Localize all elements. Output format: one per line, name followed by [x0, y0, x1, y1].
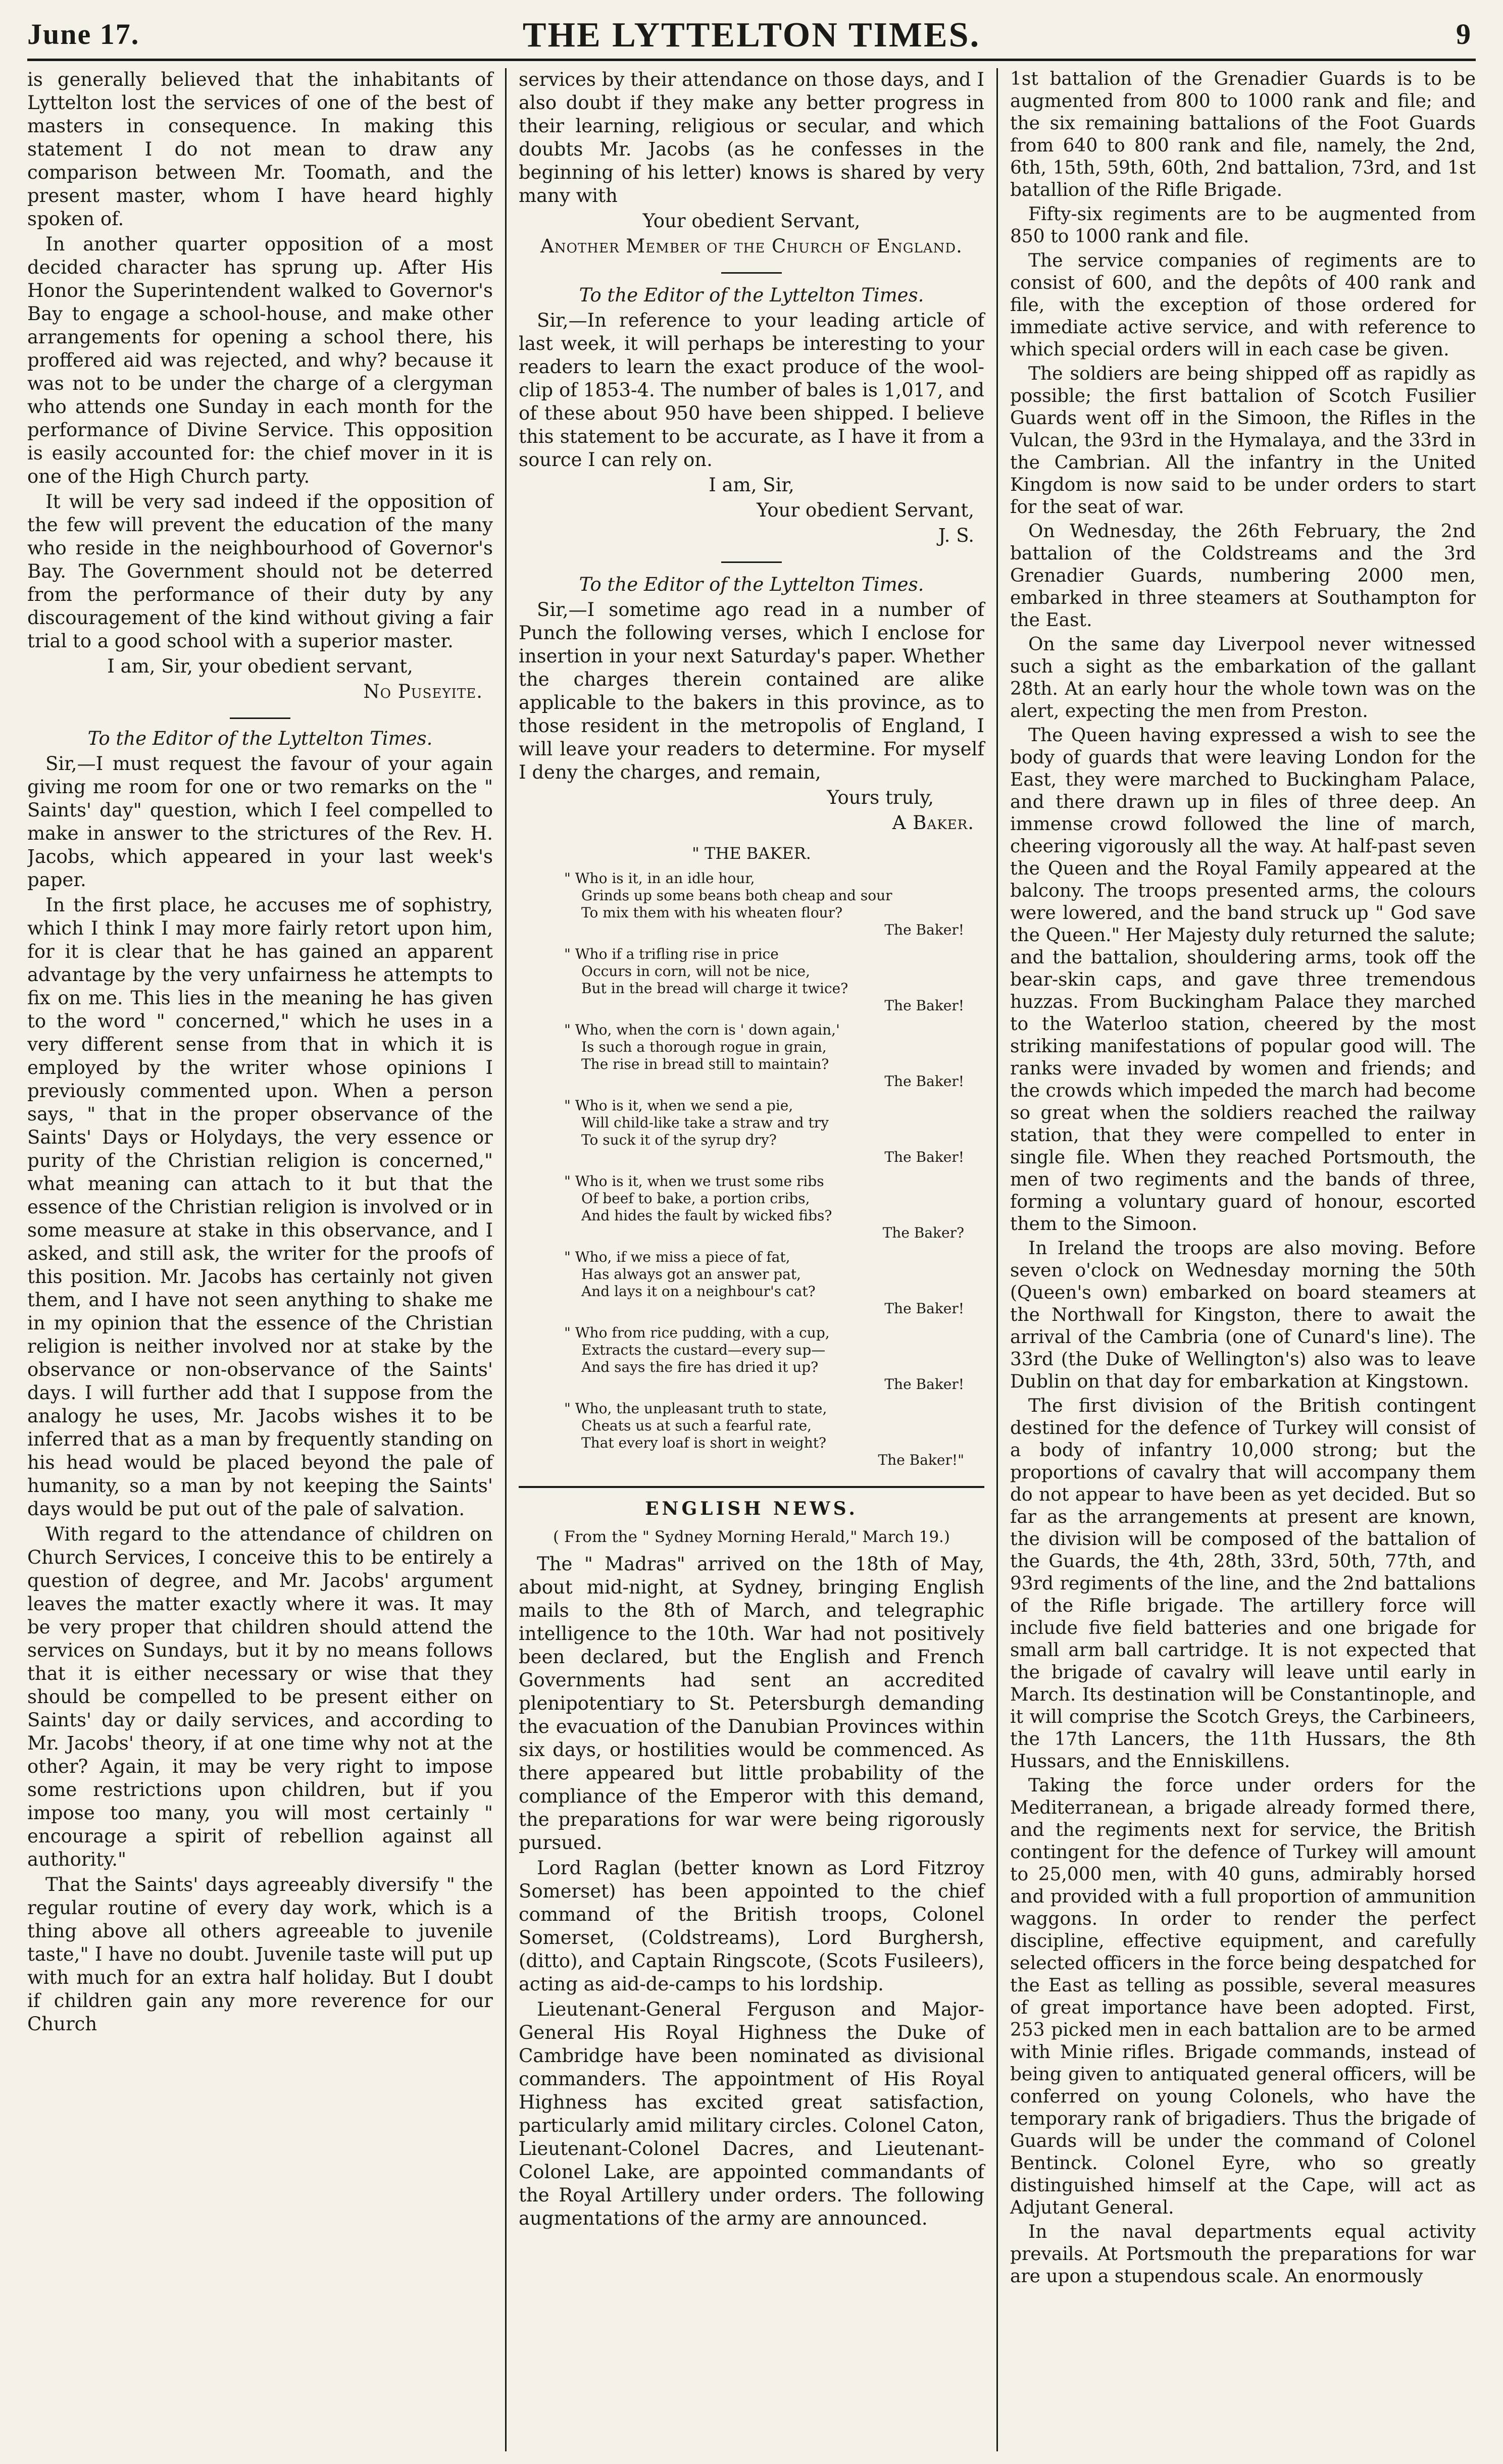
poem-line: And lays it on a neighbour's cat? [581, 1283, 816, 1300]
poem-line: To suck it of the syrup dry? [581, 1132, 777, 1148]
poem-refrain: The Baker!" [878, 1452, 964, 1468]
masthead [27, 12, 1476, 61]
poem-line: But in the bread will charge it twice? [581, 980, 848, 997]
source-line: ( From the " Sydney Morning Herald," March 19.) [553, 1528, 950, 1546]
poem [519, 870, 984, 1469]
closing-line: I am, Sir, [709, 474, 794, 496]
poem-stanza [564, 1097, 984, 1166]
divider [230, 717, 290, 719]
paragraph: It will be very sad indeed if the opposition of the few will prevent the education of the many who reside in the neighbourhood of Governor's Bay. The Government should not be deterred from the performance of their duty by any discouragement of the kind without giving a fair trial to a good school with a superior master. [27, 491, 493, 652]
poem-line: " Who, when the corn is ' down again,' [564, 1021, 840, 1038]
paragraph: services by their attendance on those days, and I also doubt if they make any better progress in their learning, religious or secular, and which doubts Mr. Jacobs (as he confesses in the beginning of his letter) knows is shared by very many with [519, 69, 984, 207]
paragraph: In the first place, he accuses me of sophistry, which I think I may more fairly retort upon him, for it is clear that he has gained an apparent advantage by the very unfairness he attempts to fix on me. This lies in the meaning he has given to the word " concerned," which he uses in a very different sense from that in which it is employed by the writer whose opinions I previously commented upon. When a person says, " that in the proper observance of the Saints' Days or Holydays, the very essence or purity of the Christian religion is concerned," what meaning can attach to it but that the essence of the Christian religion is involved or in some measure at stake in this observance, and I asked, and still ask, the writer for the proofs of this position. Mr. Jacobs has certainly not given them, and I have not seen anything to shake me in my opinion that the essence of the Christian religion is neither involved nor at stake by the observance or non-observance of the Saints' days. I will further add that I suppose from the analogy he uses, Mr. Jacobs wishes it to be inferred that as a man by frequently standing on his head would be placed beyond the pale of humanity, so a man by not keeping the Saints' days would be put out of the pale of salvation. [27, 894, 493, 1520]
poem-line: " Who is it, when we trust some ribs [564, 1173, 824, 1190]
poem-line: " Who from rice pudding, with a cup, [564, 1324, 830, 1341]
poem-line: " Who is it, when we send a pie, [564, 1097, 793, 1114]
poem-line: Extracts the custard—every sup— [581, 1342, 826, 1358]
letter-heading: To the Editor of the Lyttelton Times. [87, 728, 433, 749]
paragraph: The service companies of regiments are to consist of 600, and the depôts of 400 rank and file, with the exception of those ordered for immediate active service, and with reference to which special orders will in each case be given. [1010, 250, 1476, 360]
poem-refrain: The Baker! [884, 1300, 964, 1317]
paragraph: Lord Raglan (better known as Lord Fitzroy Somerset) has been appointed to the chief command of the British troops, Colonel Somerset, (Coldstreams), Lord Burghersh, (ditto), and Captain Ringscote, (Scots Fusileers), acting as aid-de-camps to his lordship. [519, 1857, 984, 1995]
paragraph: 1st battalion of the Grenadier Guards is to be augmented from 800 to 1000 rank and file; and the six remaining battalions of the Foot Guards from 640 to 800 rank and file, namely, the 2nd, 6th, 15th, 59th, 60th, 2nd battalion, 73rd, and 1st batallion of the Rifle Brigade. [1010, 69, 1476, 200]
newspaper-title: THE LYTTELTON TIMES. [522, 16, 981, 55]
poem-refrain: The Baker! [884, 997, 964, 1014]
section-heading: ENGLISH NEWS. [645, 1498, 858, 1519]
paragraph: On the same day Liverpool never witnessed such a sight as the embarkation of the gallant 28th. At an early hour the whole town was on the alert, expecting the men from Preston. [1010, 634, 1476, 722]
signature: Another Member of the Church of England. [540, 235, 963, 257]
poem-line: " Who is it, in an idle hour, [564, 870, 755, 887]
column-3 [998, 68, 1476, 2451]
paragraph: In Ireland the troops are also moving. Before seven o'clock on Wednesday morning the 50th (Queen's own) embarked on board steamers at the Northwall for Kingston, there to await the arrival of the Cambria (one of Cunard's line). The 33rd (the Duke of Wellington's) also was to leave Dublin on that day for embarkation at Kingstown. [1010, 1238, 1476, 1392]
paragraph: Sir,—I sometime ago read in a number of Punch the following verses, which I enclose for insertion in your next Saturday's paper. Whether the charges therein contained are alike applicable to the bakers in this province, as to those resident in the metropolis of England, I will leave your readers to determine. For myself I deny the charges, and remain, [519, 599, 984, 783]
divider [721, 561, 782, 563]
poem-refrain: The Baker! [884, 1073, 964, 1090]
paragraph: The soldiers are being shipped off as rapidly as possible; the first battalion of Scotch Fusilier Guards went off in the Simoon, the Rifles in the Vulcan, the 93rd in the Hymalaya, and the 33rd in the Cambrian. All the infantry in the United Kingdom is now said to be under orders to start for the seat of war. [1010, 364, 1476, 518]
paragraph: The first division of the British contingent destined for the defence of Turkey will consist of a body of infantry 10,000 strong; but the proportions of cavalry that will accompany them do not appear to have been as yet decided. But so far as the arrangements at present are known, the division will be composed of the battalion of the Guards, the 4th, 28th, 33rd, 50th, 77th, and 93rd regiments of the line, and the 2nd battalions of the Rifle brigade. The artillery force will include five field batteries and one brigade for small arm ball cartridge. It is not expected that the brigade of cavalry will leave until early in March. Its destination will be Constantinople, and it will comprise the Scotch Greys, the Carbineers, the 17th Lancers, the 11th Hussars, the 8th Hussars, and the Enniskillens. [1010, 1396, 1476, 1772]
signature: No Puseyite. [363, 681, 483, 702]
divider [721, 272, 782, 274]
poem-stanza [564, 1324, 984, 1393]
page-number: 9 [1456, 18, 1471, 50]
poem-refrain: The Baker! [884, 921, 964, 938]
poem-refrain: The Baker? [882, 1224, 964, 1241]
closing-line: I am, Sir, your obedient servant, [107, 655, 413, 677]
poem-line: The rise in bread still to maintain? [581, 1056, 829, 1072]
issue-date: June 17. [27, 18, 140, 50]
closing-line: Your obedient Servant, [642, 210, 861, 232]
column-1 [27, 68, 505, 2451]
signature: J. S. [938, 525, 974, 546]
paragraph: is generally believed that the inhabitants of Lyttelton lost the services of one of the best of masters in consequence. In making this statement I do not mean to draw any comparison between Mr. Toomath, and the present master, whom I have heard highly spoken of. [27, 69, 493, 230]
closing-line: Yours truly, [827, 787, 934, 808]
poem-stanza [564, 870, 984, 939]
paragraph: In the naval departments equal activity prevails. At Portsmouth the preparations for war are upon a stupendous scale. An enormously [1010, 2222, 1476, 2287]
columns [27, 68, 1476, 2451]
paragraph: The Queen having expressed a wish to see the body of guards that were leaving London for the East, they were marched to Buckingham Palace, and there drawn up in files of three deep. An immense crowd followed the line of march, cheering vigorously all the way. At half-past seven the Queen and the Royal Family appeared at the balcony. The troops presented arms, the colours were lowered, and the band struck up " God save the Queen." Her Majesty duly returned the salute; and the battalion, shouldering arms, took off the bear-skin caps, and gave three tremendous huzzas. From Buckingham Palace they marched to the Waterloo station, cheered by the most striking manifestations of popular good will. The ranks were invaded by women and friends; and the crowds which impeded the march had become so great when the soldiers reached the railway station, that they were compelled to enter in single file. When they reached Portsmouth, the men of two regiments and the bands of three, forming a voluntary guard of honour, escorted them to the Simoon. [1010, 725, 1476, 1235]
paragraph: Sir,—I must request the favour of your again giving me room for one or two remarks on the " Saints' day" question, which I feel compelled to make in answer to the strictures of the Rev. H. Jacobs, which appeared in your last week's paper. [27, 753, 493, 891]
poem-line: Is such a thorough rogue in grain, [581, 1039, 827, 1055]
column-2 [507, 68, 996, 2451]
poem-stanza [564, 1249, 984, 1317]
poem-line: Has always got an answer pat, [581, 1266, 801, 1282]
paragraph: Sir,—In reference to your leading article of last week, it will perhaps be interesting to your readers to learn the exact produce of the wool-clip of 1853-4. The number of bales is 1,017, and of these about 950 have been shipped. I believe this statement to be accurate, as I have it from a source I can rely on. [519, 310, 984, 471]
paragraph: The " Madras" arrived on the 18th of May, about mid-night, at Sydney, bringing English mails to the 8th of March, and telegraphic intelligence to the 10th. War had not positively been declared, but the English and French Governments had sent an accredited plenipotentiary to St. Petersburgh demanding the evacuation of the Danubian Provinces within six days, or hostilities would be commenced. As there appeared but little probability of the compliance of the Emperor with this demand, the preparations for war were being rigorously pursued. [519, 1553, 984, 1854]
paragraph: With regard to the attendance of children on Church Services, I conceive this to be entirely a question of degree, and Mr. Jacobs' argument leaves the matter exactly where it was. It may be very proper that children should attend the services on Sundays, but it by no means follows that it is either necessary or wise that they should be compelled to be present either on Saints' day or daily services, and according to Mr. Jacobs' theory, if at one time why not at the other? Again, it may be very right to impose some restrictions upon children, but if you impose too many, you will most certainly " encourage a spirit of rebellion against all authority." [27, 1523, 493, 1870]
paragraph: In another quarter opposition of a most decided character has sprung up. After His Honor the Superintendent walked to Governor's Bay to engage a school-house, and make other arrangements for opening a school there, his proffered aid was rejected, and why? because it was not to be under the charge of a clergyman who attends one Sunday in each month for the performance of Divine Service. This opposition is easily accounted for: the chief mover in it is one of the High Church party. [27, 233, 493, 487]
signature: A Baker. [892, 812, 974, 834]
poem-line: Will child-like take a straw and try [581, 1114, 829, 1131]
poem-line: Of beef to bake, a portion cribs, [581, 1190, 810, 1207]
poem-line: And says the fire has dried it up? [581, 1359, 819, 1375]
paragraph: Taking the force under orders for the Mediterranean, a brigade already formed there, and the regiments next for service, the British contingent for the defence of Turkey will amount to 25,000 men, with 40 guns, admirably horsed and provided with a full proportion of ammunition waggons. In order to render the perfect discipline, effective equipment, and carefully selected officers in the force being despatched for the East as telling as possible, several measures of great importance have been adopted. First, 253 picked men in each battalion are to be armed with Minie rifles. Brigade commands, instead of being given to antiquated general officers, will be conferred on young Colonels, who have the temporary rank of brigadiers. Thus the brigade of Guards will be under the command of Colonel Bentinck. Colonel Eyre, who so greatly distinguished himself at the Cape, will act as Adjutant General. [1010, 1775, 1476, 2218]
divider [519, 1486, 984, 1488]
closing-line: Your obedient Servant, [757, 499, 974, 521]
poem-line: " Who if a trifling rise in price [564, 946, 779, 962]
poem-line: And hides the fault by wicked fibs? [581, 1207, 832, 1224]
poem-stanza [564, 1021, 984, 1090]
paragraph: Lieutenant-General Ferguson and Major-General His Royal Highness the Duke of Cambridge have been nominated as divisional commanders. The appointment of His Royal Highness has excited great satisfaction, particularly amid military circles. Colonel Caton, Lieutenant-Colonel Dacres, and Lieutenant-Colonel Lake, are appointed commandants of the Royal Artillery under orders. The following augmentations of the army are announced. [519, 1998, 984, 2229]
poem-refrain: The Baker! [884, 1149, 964, 1165]
paragraph: That the Saints' days agreeably diversify " the regular routine of every day work, which is a thing above all others agreeable to juvenile taste," I have no doubt. Juvenile taste will put up with much for an extra half holiday. But I doubt if children gain any more reverence for our Church [27, 1874, 493, 2035]
poem-line: To mix them with his wheaten flour? [581, 904, 843, 921]
poem-line: Cheats us at such a fearful rate, [581, 1417, 812, 1434]
poem-title: " THE BAKER. [692, 844, 811, 863]
poem-refrain: The Baker! [884, 1376, 964, 1393]
poem-line: That every loaf is short in weight? [581, 1434, 827, 1451]
paragraph: Fifty-six regiments are to be augmented from 850 to 1000 rank and file. [1010, 204, 1476, 247]
poem-stanza [564, 1173, 984, 1242]
poem-stanza [564, 946, 984, 1014]
letter-heading: To the Editor of the Lyttelton Times. [579, 284, 924, 306]
poem-line: " Who, the unpleasant truth to state, [564, 1400, 827, 1417]
letter-heading: To the Editor of the Lyttelton Times. [579, 574, 924, 595]
poem-line: Occurs in corn, will not be nice, [581, 963, 810, 980]
paragraph: On Wednesday, the 26th February, the 2nd battalion of the Coldstreams and the 3rd Grenadier Guards, numbering 2000 men, embarked in three steamers at Southampton for the East. [1010, 521, 1476, 631]
poem-line: Grinds up some beans both cheap and sour [581, 887, 892, 904]
poem-line: " Who, if we miss a piece of fat, [564, 1249, 790, 1265]
poem-stanza [564, 1400, 984, 1469]
